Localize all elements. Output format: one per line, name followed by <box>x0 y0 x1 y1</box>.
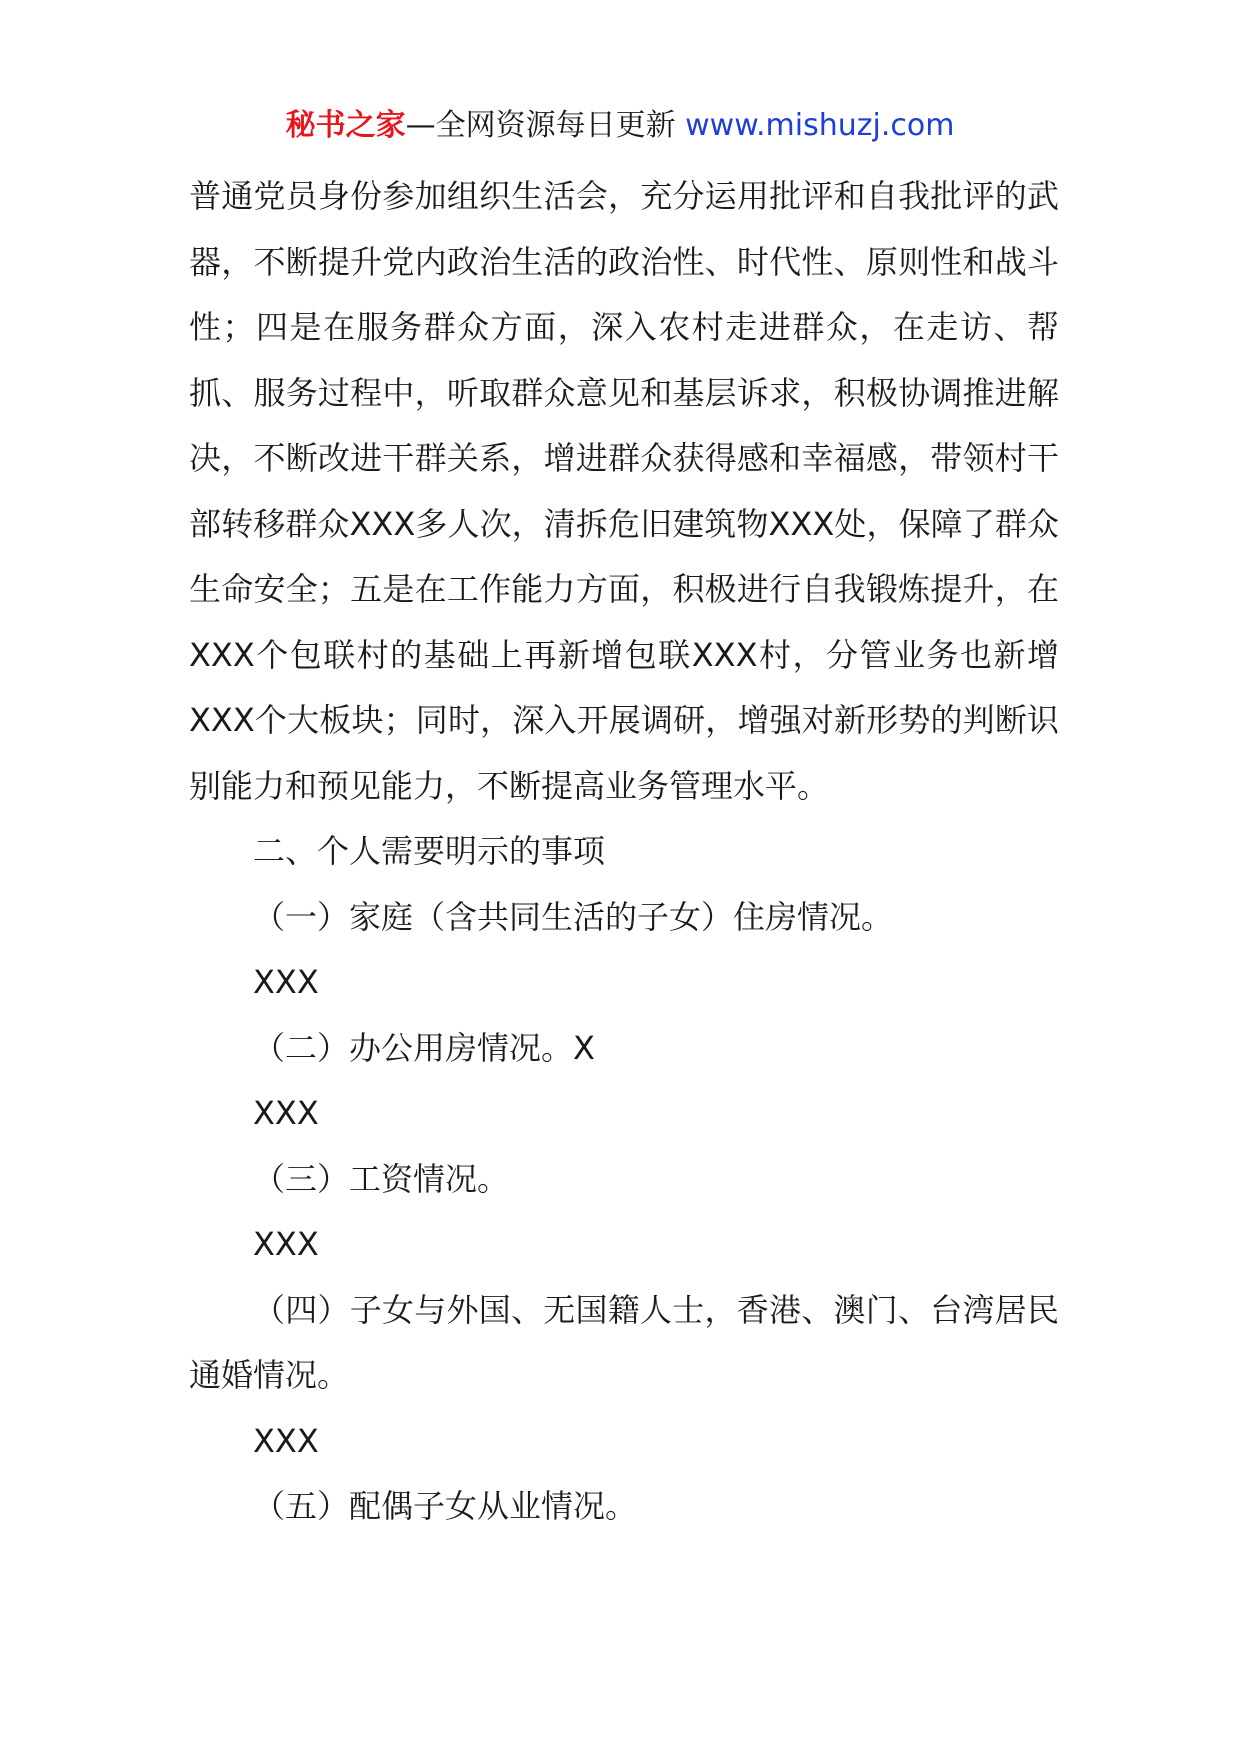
section-heading-disclosures: 二、个人需要明示的事项 <box>253 832 606 870</box>
site-url-link[interactable]: www.mishuzj.com <box>685 108 955 143</box>
item-salary-heading: （三）工资情况。 <box>253 1159 510 1198</box>
item-employment-heading: （五）配偶子女从业情况。 <box>253 1487 638 1525</box>
item-salary-value: XXX <box>253 1225 319 1263</box>
item-housing-value: XXX <box>253 963 319 1001</box>
item-marriage-value: XXX <box>253 1421 319 1460</box>
document-body <box>189 164 1059 1540</box>
item-housing-heading: （一）家庭（含共同生活的子女）住房情况。 <box>253 897 894 936</box>
item-marriage-heading: （四）子女与外国、无国籍人士，香港、澳门、台湾居民通婚情况。 <box>189 1290 1059 1394</box>
item-office-value: XXX <box>253 1094 319 1132</box>
site-header <box>0 104 1240 148</box>
site-slogan: —全网资源每日更新 <box>405 108 686 143</box>
paragraph-work-summary: 普通党员身份参加组织生活会，充分运用批评和自我批评的武器，不断提升党内政治生活的政治性、时代性、原则性和战斗性；四是在服务群众方面，深入农村走进群众，在走访、帮抓、服务过程中，听取群众意见和基层诉求，积极协调推进解决，不断改进干群关系，增进群众获得感和幸福感，带领村干部转移群众XXX多人次，清拆危旧建筑物XXX处，保障了群众生命安全；五是在工作能力方面，积极进行自我锻炼提升，在XXX个包联村的基础上再新增包联XXX村，分管业务也新增XXX个大板块；同时，深入开展调研，增强对新形势的判断识别能力和预见能力，不断提高业务管理水平。 <box>189 177 1059 805</box>
site-brand: 秘书之家 <box>285 108 406 143</box>
item-office-heading: （二）办公用房情况。X <box>253 1028 595 1067</box>
